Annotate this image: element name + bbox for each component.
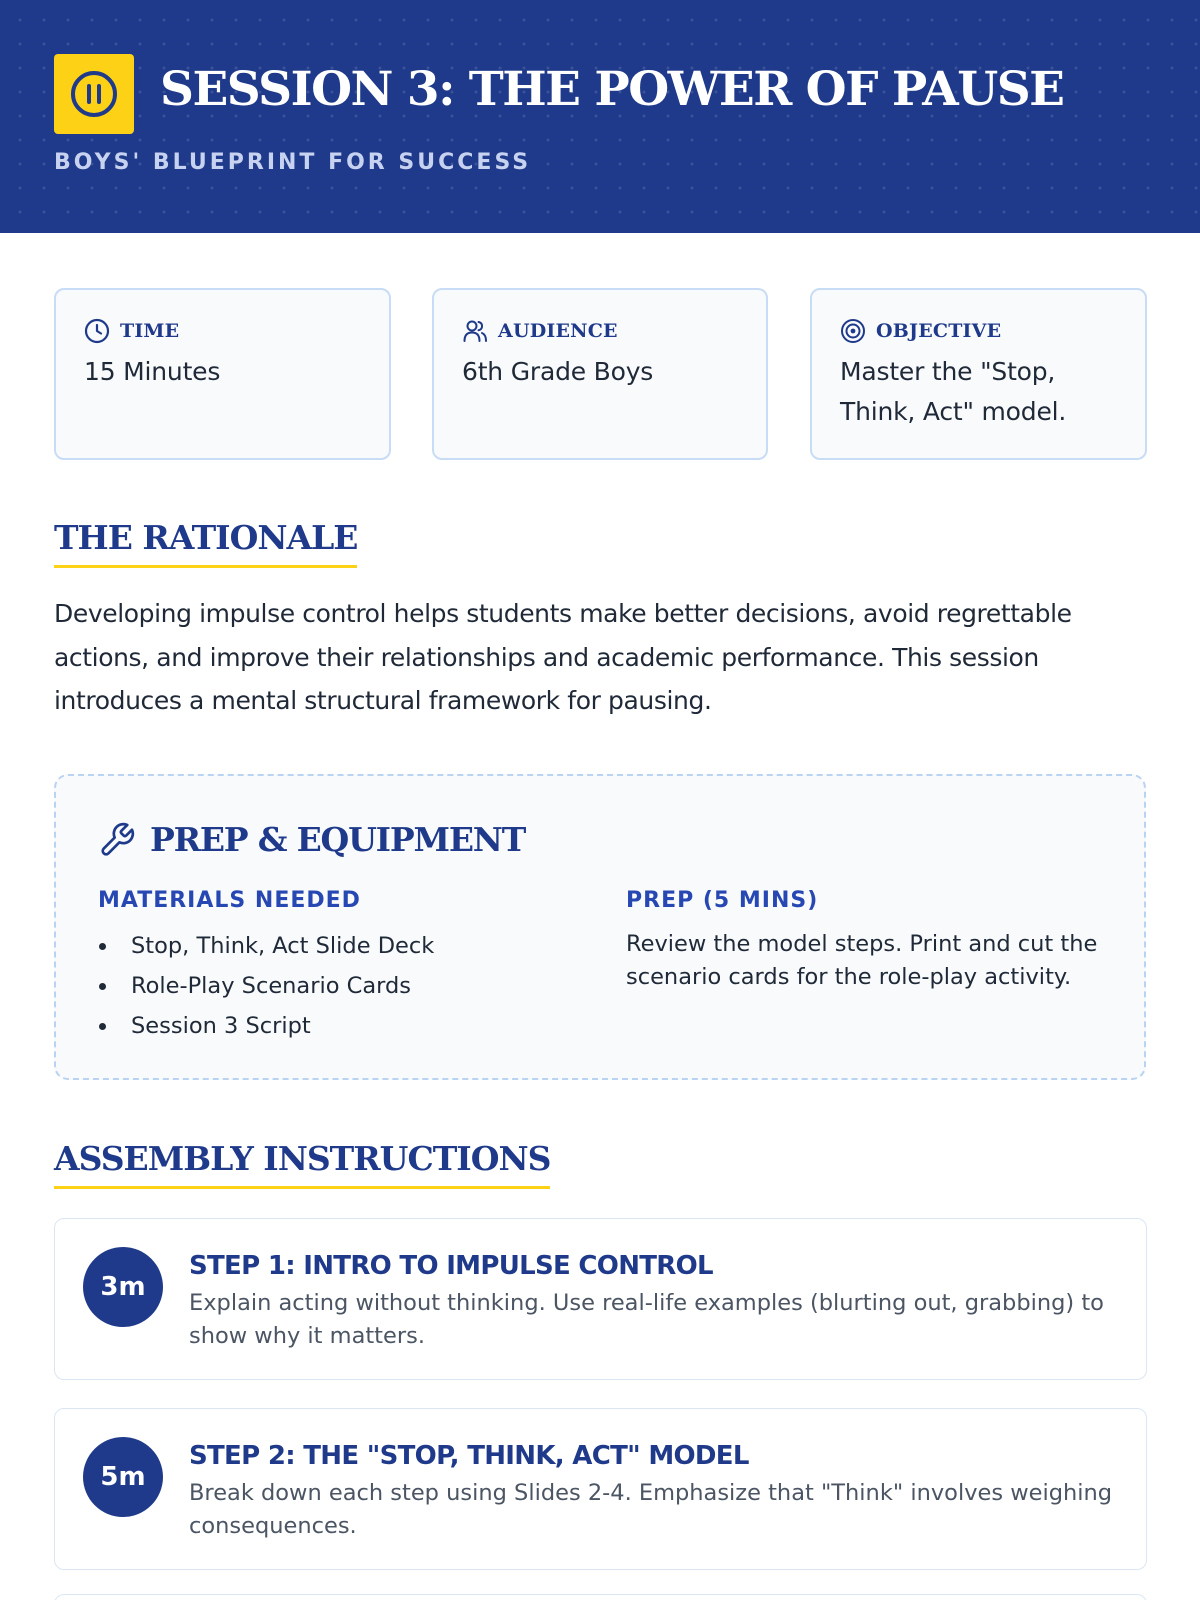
prep-description: Review the model steps. Print and cut the scenario cards for the role-play activity.	[626, 931, 1098, 990]
info-card-time	[54, 288, 391, 460]
list-item	[98, 926, 434, 966]
target-icon	[840, 318, 866, 344]
materials-heading: MATERIALS NEEDED	[98, 888, 361, 913]
prep-heading: PREP & EQUIPMENT	[150, 820, 526, 859]
info-card-value: Master the "Stop, Think, Act" model.	[840, 357, 1067, 426]
prep-equipment-panel	[54, 774, 1146, 1080]
step-card	[54, 1408, 1147, 1570]
info-card-label: TIME	[120, 320, 180, 342]
step-duration-badge: 5m	[83, 1437, 163, 1517]
material-label: Role-Play Scenario Cards	[131, 973, 411, 999]
step-description: Explain acting without thinking. Use real-life examples (blurting out, grabbing) to show why it matters.	[189, 1290, 1104, 1349]
pause-icon	[69, 69, 119, 119]
info-card-label: OBJECTIVE	[876, 320, 1002, 342]
page-title: SESSION 3: THE POWER OF PAUSE	[160, 62, 1064, 117]
step-card	[54, 1594, 1147, 1600]
list-item	[98, 1006, 434, 1046]
page-subtitle: BOYS' BLUEPRINT FOR SUCCESS	[54, 150, 532, 175]
rationale-heading: THE RATIONALE	[54, 518, 357, 568]
bullet-icon	[99, 1023, 106, 1030]
info-card-value: 6th Grade Boys	[462, 357, 654, 386]
assembly-heading: ASSEMBLY INSTRUCTIONS	[54, 1139, 550, 1189]
info-card-value: 15 Minutes	[84, 357, 221, 386]
clock-icon	[84, 318, 110, 344]
users-icon	[462, 318, 488, 344]
rationale-text: Developing impulse control helps students make better decisions, avoid regrettable actions, and improve their relationships and academic performance. This session introduces a mental structural framework for pausing.	[54, 599, 1072, 715]
material-label: Stop, Think, Act Slide Deck	[131, 933, 435, 959]
step-title: STEP 2: THE "STOP, THINK, ACT" MODEL	[189, 1441, 749, 1471]
info-card-objective	[810, 288, 1147, 460]
step-title: STEP 1: INTRO TO IMPULSE CONTROL	[189, 1251, 713, 1281]
bullet-icon	[99, 943, 106, 950]
step-description: Break down each step using Slides 2-4. Emphasize that "Think" involves weighing consequences.	[189, 1480, 1113, 1539]
material-label: Session 3 Script	[131, 1013, 311, 1039]
prep-time-heading: PREP (5 MINS)	[626, 888, 819, 913]
step-card	[54, 1218, 1147, 1380]
wrench-icon	[98, 821, 136, 859]
info-card-label: AUDIENCE	[498, 320, 618, 342]
pause-badge	[54, 54, 134, 134]
materials-list	[98, 926, 434, 1046]
step-duration-badge: 3m	[83, 1247, 163, 1327]
bullet-icon	[99, 983, 106, 990]
list-item	[98, 966, 434, 1006]
info-card-audience	[432, 288, 768, 460]
page-header	[0, 0, 1200, 233]
